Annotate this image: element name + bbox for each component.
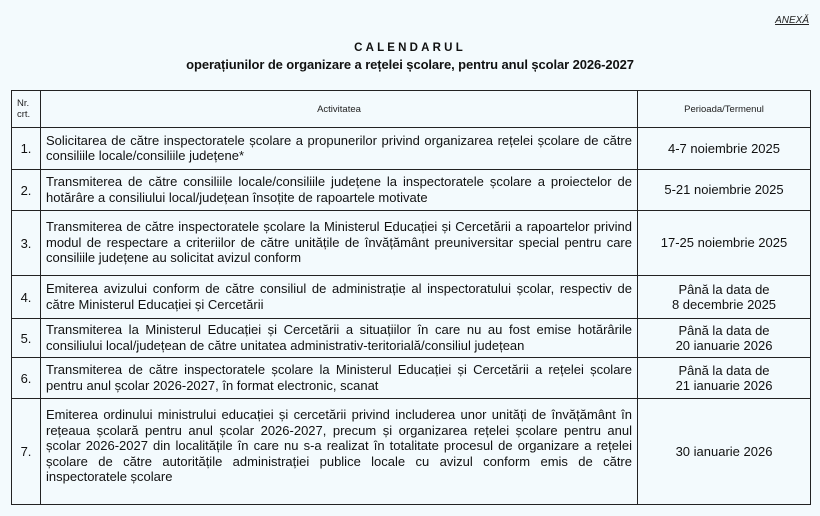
header-period: Perioada/Termenul	[638, 91, 811, 128]
period-date: 8 decembrie 2025	[671, 297, 777, 312]
row-number: 2.	[12, 170, 41, 211]
row-period	[638, 319, 811, 358]
header-nr	[12, 91, 41, 128]
period-date: 20 ianuarie 2026	[675, 338, 773, 353]
row-number: 4.	[12, 276, 41, 319]
row-number: 6.	[12, 358, 41, 399]
row-activity: Emiterea avizului conform de către consiliul de administrație al inspectoratului școlar, respectiv de către Ministerul Educației și Cercetării	[41, 276, 638, 319]
row-period: 5-21 noiembrie 2025	[638, 170, 811, 211]
table-row	[12, 170, 811, 211]
row-number: 7.	[12, 399, 41, 505]
document-subtitle: operațiunilor de organizare a rețelei școlare, pentru anul școlar 2026-2027	[186, 57, 634, 72]
row-activity: Transmiterea la Ministerul Educației și Cercetării a situațiilor în care nu au fost emise hotărârile consiliului local/județean de către unitatea administrativ-teritorială/consiliul județean	[41, 319, 638, 358]
header-nr-line: Nr.	[17, 98, 30, 109]
row-period	[638, 276, 811, 319]
row-number: 1.	[12, 128, 41, 170]
row-number: 3.	[12, 211, 41, 276]
table-row	[12, 276, 811, 319]
row-period: 30 ianuarie 2026	[638, 399, 811, 505]
period-prefix: Până la data de	[678, 322, 770, 338]
table-header-row	[12, 91, 811, 128]
table-row	[12, 128, 811, 170]
row-activity: Transmiterea de către inspectoratele școlare la Ministerul Educației și Cercetării a rapoartelor privind modul de respectare a criteriilor de către unitățile de învățământ preuniversitar special pentru care consiliile județene au solicitat avizul conform	[41, 211, 638, 276]
annex-label: ANEXĂ	[775, 15, 809, 26]
table-row	[12, 319, 811, 358]
table-row	[12, 399, 811, 505]
row-activity: Transmiterea de către inspectoratele școlare la Ministerul Educației și Cercetării a rețelei școlare pentru anul școlar 2026-2027, în format electronic, scanat	[41, 358, 638, 399]
row-period: 4-7 noiembrie 2025	[638, 128, 811, 170]
period-prefix: Până la data de	[678, 281, 770, 297]
row-activity: Transmiterea de către consiliile locale/consiliile județene la inspectoratele școlare a proiectelor de hotărâre a consiliului local/județean însoțite de rapoartele motivate	[41, 170, 638, 211]
period-prefix: Până la data de	[678, 362, 770, 378]
row-activity: Solicitarea de către inspectoratele școlare a propunerilor privind organizarea rețelei școlare de către consiliile locale/consiliile județene*	[41, 128, 638, 170]
document-title: CALENDARUL	[354, 42, 466, 54]
period-date: 21 ianuarie 2026	[675, 378, 773, 393]
row-period	[638, 358, 811, 399]
row-number: 5.	[12, 319, 41, 358]
row-period: 17-25 noiembrie 2025	[638, 211, 811, 276]
calendar-table	[11, 90, 811, 505]
header-nr-line: crt.	[17, 109, 31, 120]
header-activity: Activitatea	[41, 91, 638, 128]
table-row	[12, 211, 811, 276]
row-activity: Emiterea ordinului ministrului educației și cercetării privind includerea unor unități de învățământ în rețeaua școlară pentru anul școlar 2026-2027, precum și organizarea rețelei școlare pentru anul școlar 2026-2027 din localitățile în care nu s-a realizat în totalitate procesul de organizare a rețelei școlare de către autoritățile administrației publice locale cu avizul conform emis de către inspectoratele școlare	[41, 399, 638, 505]
table-row	[12, 358, 811, 399]
